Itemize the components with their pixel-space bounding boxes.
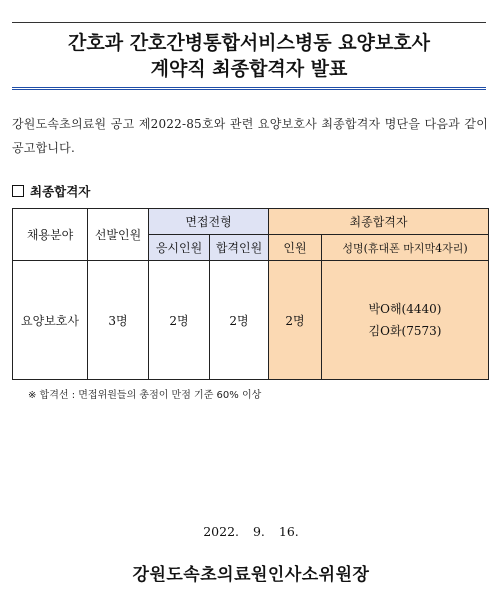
header-final-count: 인원 <box>269 235 322 261</box>
header-applicants: 응시인원 <box>149 235 210 261</box>
checkbox-square-icon <box>12 185 24 197</box>
page-title-line-2: 계약직 최종합격자 발표 <box>150 58 348 80</box>
page-title-line-1: 간호과 간호간병통합서비스병동 요양보호사 <box>68 32 430 54</box>
header-final-names: 성명(휴대폰 마지막4자리) <box>322 235 489 261</box>
cell-final-count: 2명 <box>269 261 322 380</box>
table-row <box>13 261 489 380</box>
header-final-group: 최종합격자 <box>269 209 489 235</box>
cell-applicants: 2명 <box>149 261 210 380</box>
header-passed: 합격인원 <box>210 235 269 261</box>
signature-authority: 강원도속초의료원인사소위원장 <box>132 565 370 585</box>
header-interview-group: 면접전형 <box>149 209 269 235</box>
results-table <box>12 208 489 380</box>
header-field: 채용분야 <box>13 209 88 261</box>
cell-selection-count: 3명 <box>88 261 149 380</box>
header-selection-count: 선발인원 <box>88 209 149 261</box>
final-name-1: 박O해(4440) <box>368 302 442 316</box>
cell-passed: 2명 <box>210 261 269 380</box>
intro-paragraph: 강원도속초의료원 공고 제2022-85호와 관련 요양보호사 최종합격자 명단을 다음과 같이 공고합니다. <box>12 117 488 155</box>
final-name-2: 김O화(7573) <box>368 324 442 338</box>
footnote: ※ 합격선 : 면접위원들의 총점이 만점 기준 60% 이상 <box>28 390 262 401</box>
cell-field: 요양보호사 <box>13 261 88 380</box>
cell-final-names <box>322 261 489 380</box>
section-heading <box>12 182 90 200</box>
announcement-date: 2022. 9. 16. <box>203 524 299 539</box>
section-heading-label: 최종합격자 <box>30 184 91 199</box>
title-box <box>12 22 486 90</box>
